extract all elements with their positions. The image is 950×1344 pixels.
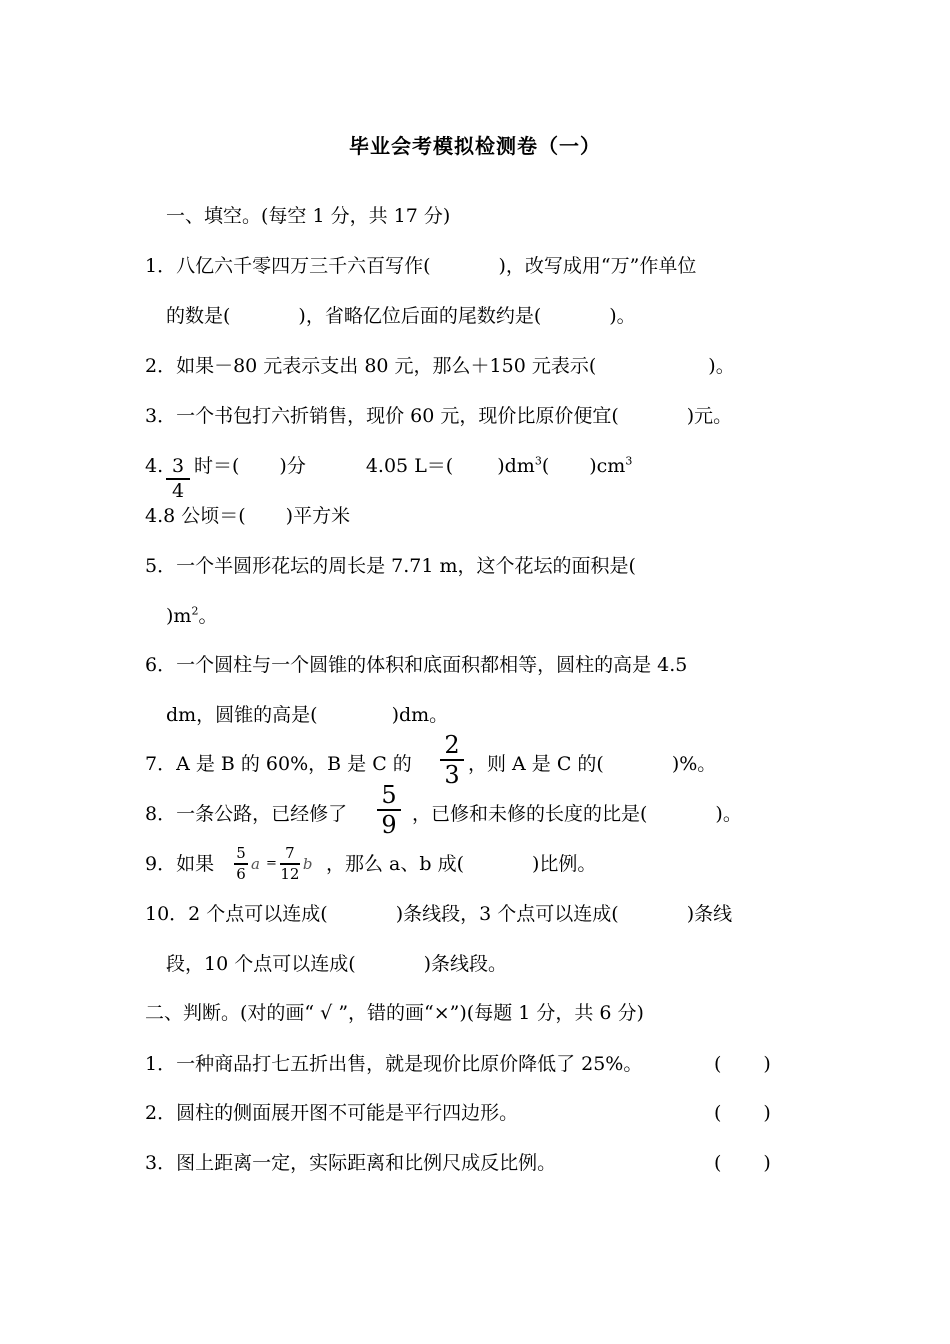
q4-text-f: )cm	[589, 455, 626, 477]
judge-answer-box-2[interactable]	[714, 1101, 771, 1125]
q9-text-c: )比例。	[531, 853, 597, 875]
q5-sup: 2	[191, 604, 199, 618]
q6-text-c: )dm。	[391, 704, 449, 726]
section2-heading: 二、判断。(对的画“ √ ”，错的画“×”)(每题 1 分，共 6 分)	[145, 1002, 644, 1024]
q10-text-b: )条线段，3 个点可以连成(	[395, 903, 619, 925]
judge-answer-box-3[interactable]	[714, 1151, 771, 1175]
q4-text-b: )分	[279, 455, 306, 477]
q7-fraction	[440, 733, 464, 787]
judge-2-paren-close: )	[763, 1102, 771, 1124]
question-8	[145, 802, 347, 826]
question-10-line-1	[145, 902, 732, 926]
q7-fraction-denominator: 3	[444, 760, 460, 789]
q1-text-d: )，省略亿位后面的尾数约是(	[298, 305, 542, 327]
q4-sup-1: 3	[534, 454, 542, 468]
q4-text-g: 4.8 公顷＝(	[145, 505, 246, 527]
q7-fraction-numerator: 2	[444, 731, 460, 759]
judge-3-paren-close: )	[763, 1152, 771, 1174]
question-5-line-1	[145, 554, 636, 578]
question-2	[145, 354, 735, 378]
q9-equals: =	[265, 856, 277, 872]
q8-fraction-numerator: 5	[381, 781, 397, 809]
q9-text-b: ，那么 a、b 成(	[326, 853, 464, 875]
question-9-rest	[326, 852, 596, 876]
q9-fraction-1-denominator: 6	[236, 864, 246, 883]
q5-text-a: 5．一个半圆形花坛的周长是 7.71 m，这个花坛的面积是(	[145, 555, 636, 577]
judge-1-paren-open: (	[714, 1053, 722, 1075]
q4-text-e: (	[541, 455, 550, 477]
question-5-line-2	[166, 604, 217, 628]
q9-fraction-1	[234, 846, 248, 882]
q8-fraction	[377, 783, 401, 837]
q10-text-a: 10．2 个点可以连成(	[145, 903, 328, 925]
q4-sup-2: 3	[625, 454, 633, 468]
judge-question-1: 1．一种商品打七五折出售，就是现价比原价降低了 25%。	[145, 1053, 643, 1075]
question-7-rest	[468, 752, 716, 776]
q4-fraction-denominator: 4	[171, 479, 185, 502]
question-4-line-1	[145, 454, 163, 478]
exam-title: 毕业会考模拟检测卷（一）	[349, 134, 601, 158]
judge-question-3: 3．图上距离一定，实际距离和比例尺成反比例。	[145, 1152, 557, 1174]
q3-text-b: )元。	[686, 405, 733, 427]
q8-text-b: ，已修和未修的长度的比是(	[412, 803, 648, 825]
q6-text-b: dm，圆锥的高是(	[166, 704, 318, 726]
q7-text-c: )%。	[671, 753, 717, 775]
q4-text-d: )dm	[497, 455, 535, 477]
q9-fraction-2	[280, 846, 300, 882]
q8-text-c: )。	[715, 803, 742, 825]
judge-1-paren-close: )	[763, 1053, 771, 1075]
q9-var-b: b	[302, 854, 313, 873]
q9-equation	[234, 846, 312, 882]
question-1-line-2	[166, 304, 636, 328]
q1-text-a: 1．八亿六千零四万三千六百写作(	[145, 255, 431, 277]
judge-answer-box-1[interactable]	[714, 1052, 771, 1076]
q6-text-a: 6．一个圆柱与一个圆锥的体积和底面积都相等，圆柱的高是 4.5	[145, 654, 688, 676]
question-6-line-1	[145, 653, 687, 677]
q1-text-b: )，改写成用“万”作单位	[498, 255, 697, 277]
q7-text-a: 7．A 是 B 的 60%，B 是 C 的	[145, 753, 412, 775]
question-4-line-2	[145, 504, 350, 528]
q4-prefix: 4.	[145, 455, 164, 477]
q1-text-c: 的数是(	[166, 305, 231, 327]
question-3	[145, 404, 732, 428]
q4-fraction	[166, 457, 190, 501]
question-10-line-2	[166, 952, 507, 976]
q9-text-a: 9．如果	[145, 853, 215, 875]
q4-fraction-numerator: 3	[171, 455, 185, 477]
q9-fraction-1-numerator: 5	[236, 844, 246, 862]
judge-question-2: 2．圆柱的侧面展开图不可能是平行四边形。	[145, 1102, 519, 1124]
q10-text-c: )条线	[686, 903, 733, 925]
question-9	[145, 852, 214, 876]
q10-text-d: 段，10 个点可以连成(	[166, 953, 356, 975]
q4-text-c: 4.05 L＝(	[365, 455, 454, 477]
q8-fraction-denominator: 9	[381, 810, 397, 839]
q2-text-a: 2．如果－80 元表示支出 80 元，那么＋150 元表示(	[145, 355, 597, 377]
q4-text-h: )平方米	[285, 505, 351, 527]
q2-text-b: )。	[708, 355, 735, 377]
question-1-line-1	[145, 254, 696, 278]
q1-text-e: )。	[609, 305, 636, 327]
question-7	[145, 752, 412, 776]
question-8-rest	[412, 802, 742, 826]
q5-text-b: )m	[166, 605, 192, 627]
q7-text-b: ，则 A 是 C 的(	[468, 753, 604, 775]
q10-text-e: )条线段。	[423, 953, 508, 975]
judge-2-paren-open: (	[714, 1102, 722, 1124]
q9-var-a: a	[251, 854, 260, 873]
q8-text-a: 8．一条公路，已经修了	[145, 803, 348, 825]
section1-heading: 一、填空。(每空 1 分，共 17 分)	[166, 205, 451, 227]
q3-text-a: 3．一个书包打六折销售，现价 60 元，现价比原价便宜(	[145, 405, 619, 427]
question-6-line-2	[166, 703, 448, 727]
judge-3-paren-open: (	[714, 1152, 722, 1174]
q5-text-c: 。	[198, 605, 218, 627]
question-4-line-1-rest	[194, 454, 632, 478]
q4-text-a: 时＝(	[194, 455, 240, 477]
q9-fraction-2-numerator: 7	[285, 844, 295, 862]
q9-fraction-2-denominator: 12	[280, 864, 300, 883]
